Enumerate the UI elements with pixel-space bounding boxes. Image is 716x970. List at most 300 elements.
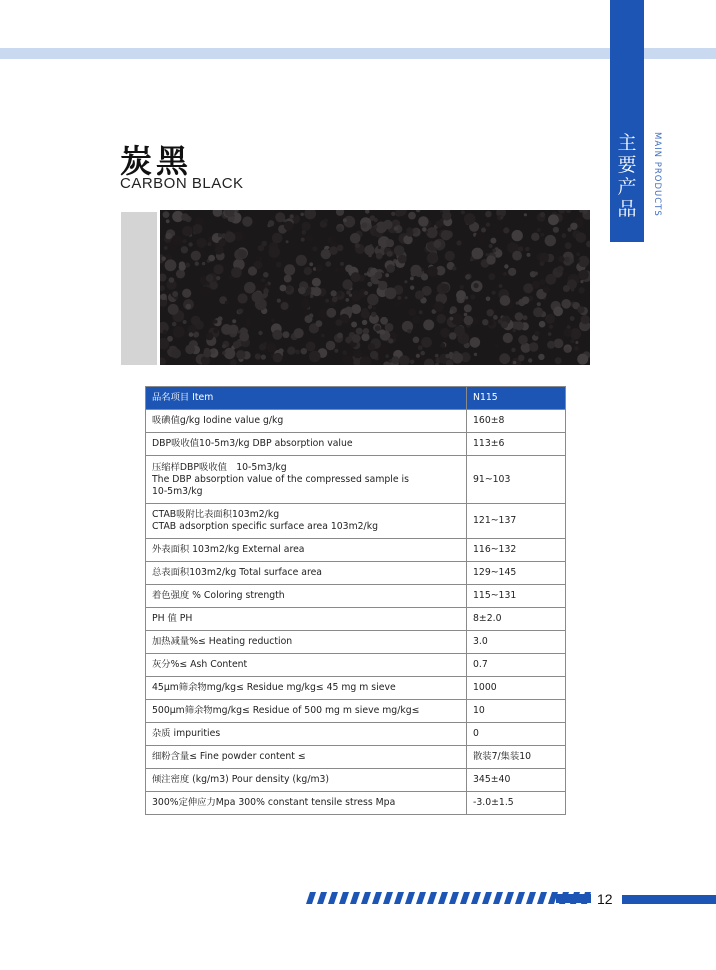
granule [287, 347, 295, 355]
granule [386, 239, 394, 247]
granule [286, 286, 292, 292]
granule [534, 331, 540, 337]
granule [512, 251, 522, 261]
granule [570, 316, 575, 321]
cell-item-line: 45μm筛余物mg/kg≤ Residue mg/kg≤ 45 mg m sieve [152, 682, 396, 693]
footer-stripe [526, 892, 536, 904]
granule [173, 326, 185, 338]
cell-value: 1000 [467, 677, 566, 700]
granule [361, 333, 369, 341]
granule [410, 277, 414, 281]
granule [433, 240, 441, 248]
cell-item [146, 631, 467, 654]
granule [169, 277, 175, 283]
granule [554, 339, 564, 349]
granule [225, 301, 229, 305]
granule [391, 212, 395, 216]
granule [504, 264, 508, 268]
granule [331, 237, 335, 241]
granule [489, 244, 493, 248]
granule [350, 233, 361, 244]
granule [279, 348, 284, 353]
granule [258, 257, 262, 261]
cell-item [146, 700, 467, 723]
granule [470, 337, 481, 348]
granule [394, 245, 405, 256]
granule [566, 210, 572, 213]
granule [193, 224, 203, 234]
granule [284, 264, 295, 275]
granule [252, 292, 263, 303]
granule [182, 289, 191, 298]
carbon-black-granules-image [160, 210, 590, 365]
granule [547, 341, 555, 349]
granule [267, 343, 277, 353]
granule [395, 302, 401, 308]
cell-item-line: 总表面积103m2/kg Total surface area [152, 567, 322, 578]
granule [482, 319, 488, 325]
granule [518, 246, 523, 251]
granule [242, 216, 252, 226]
footer-stripe [427, 892, 437, 904]
granule [442, 211, 451, 220]
granule [405, 296, 408, 299]
granule [301, 348, 307, 354]
side-tab-char: 品 [617, 198, 637, 220]
granule [406, 227, 412, 233]
footer-stripe [394, 892, 404, 904]
granule [160, 357, 166, 365]
footer-stripe [471, 892, 481, 904]
cell-item-line: 10-5m3/kg [152, 485, 203, 497]
cell-value: 121~137 [467, 504, 566, 539]
granule [306, 342, 316, 352]
granule [578, 256, 589, 267]
granule [416, 210, 421, 212]
granule [440, 343, 445, 348]
granule [500, 216, 503, 219]
granule [261, 355, 266, 360]
granule [403, 235, 412, 244]
granule [361, 310, 370, 319]
granule [168, 304, 179, 315]
granule [449, 310, 453, 314]
granule [422, 227, 427, 232]
footer-stripe-bar [556, 894, 591, 903]
cell-item-line: The DBP absorption value of the compressed sample is [152, 473, 409, 485]
granule [511, 348, 515, 352]
granule [486, 255, 495, 264]
granule [304, 267, 312, 275]
table-row [146, 700, 566, 723]
granule [385, 287, 397, 299]
granule [187, 325, 196, 334]
cell-value: 0 [467, 723, 566, 746]
granule [172, 235, 182, 245]
cell-value: 10 [467, 700, 566, 723]
cell-item [146, 792, 467, 815]
granule [296, 255, 307, 266]
cell-value: 91~103 [467, 456, 566, 504]
granule [481, 228, 486, 233]
granule [487, 309, 494, 316]
granule [213, 210, 223, 217]
granule [525, 247, 529, 251]
granule [261, 241, 267, 247]
granule [464, 304, 472, 312]
granule [362, 320, 367, 325]
granule [485, 211, 492, 218]
footer-stripe [438, 892, 448, 904]
granule [163, 330, 168, 335]
granule [441, 230, 451, 240]
granule [368, 305, 372, 309]
granule [370, 351, 378, 359]
granule [495, 344, 499, 348]
granule [498, 229, 502, 233]
footer-stripe [405, 892, 415, 904]
granule [456, 240, 461, 245]
granule [534, 272, 538, 276]
granule [529, 342, 538, 351]
granule [528, 333, 532, 337]
granule [346, 290, 351, 295]
cell-value: 8±2.0 [467, 608, 566, 631]
header-grade: N115 [467, 387, 566, 410]
granule [300, 213, 304, 217]
granule [336, 210, 344, 216]
granule [441, 284, 450, 293]
granule [415, 290, 424, 299]
table-header-row [146, 387, 566, 410]
granule [539, 253, 549, 263]
footer-stripe [493, 892, 503, 904]
table-row [146, 585, 566, 608]
granule [255, 353, 261, 359]
granule [397, 296, 401, 300]
granule [561, 299, 571, 309]
granule [387, 251, 393, 257]
granule [238, 309, 243, 314]
granule [160, 274, 167, 282]
granule [503, 272, 507, 276]
granule [176, 269, 185, 278]
granule [312, 246, 317, 251]
granule [540, 233, 544, 237]
granule [540, 212, 545, 217]
granule [309, 351, 321, 363]
granule [464, 316, 474, 326]
header-item: 品名项目 Item [146, 387, 467, 410]
granule [576, 252, 580, 256]
table-row [146, 746, 566, 769]
footer-stripe [328, 892, 338, 904]
granule [385, 273, 389, 277]
granule [524, 213, 527, 216]
granule [172, 322, 177, 327]
table-row [146, 654, 566, 677]
cell-item-line: 细粉含量≤ Fine powder content ≤ [152, 751, 306, 762]
granule [246, 320, 252, 326]
table-row [146, 631, 566, 654]
granule [410, 286, 414, 290]
granule [533, 307, 543, 317]
table-row [146, 769, 566, 792]
granule [586, 241, 590, 248]
granule [375, 272, 382, 279]
granule [513, 329, 516, 332]
granule [548, 332, 552, 336]
cell-value: 113±6 [467, 433, 566, 456]
footer-stripes [306, 892, 591, 904]
granule [418, 216, 428, 226]
granule [574, 346, 579, 351]
granule [182, 239, 186, 243]
cell-item-line: DBP吸收值10-5m3/kg DBP absorption value [152, 438, 353, 449]
granule [232, 319, 236, 323]
granule [485, 253, 488, 256]
granule [522, 296, 530, 304]
granule [500, 295, 511, 306]
granule [570, 339, 574, 343]
side-tab-cn [612, 132, 642, 220]
granule [230, 359, 237, 365]
granule [563, 285, 570, 292]
granule [276, 262, 282, 268]
granule [460, 285, 464, 289]
granule [445, 251, 455, 261]
granule [324, 219, 328, 223]
granule [565, 242, 572, 249]
granule [215, 245, 224, 254]
footer-bar [622, 895, 716, 904]
granule [185, 344, 195, 354]
granule [420, 351, 425, 356]
granule [376, 253, 383, 260]
granule [272, 330, 282, 340]
table-row [146, 539, 566, 562]
granule [291, 281, 296, 286]
footer-stripe [317, 892, 327, 904]
granule [416, 354, 420, 358]
granule [364, 245, 374, 255]
cell-item-line: 倾注密度 (kg/m3) Pour density (kg/m3) [152, 774, 330, 785]
granule [513, 361, 516, 364]
footer-stripe [460, 892, 470, 904]
carbon-black-photo [160, 210, 590, 365]
granule [368, 343, 376, 351]
granule [486, 297, 491, 302]
granule [271, 318, 275, 322]
granule [283, 219, 286, 222]
granule [557, 266, 564, 273]
granule [539, 321, 546, 328]
granule [233, 341, 240, 348]
granule [337, 333, 343, 339]
cell-value: 345±40 [467, 769, 566, 792]
cell-item-line: CTAB adsorption specific surface area 103m2/kg [152, 521, 378, 532]
cell-value: 116~132 [467, 539, 566, 562]
granule [263, 342, 267, 346]
granule [421, 337, 432, 348]
granule [325, 299, 329, 303]
granule [351, 272, 361, 282]
granule [374, 225, 378, 229]
granule [172, 291, 178, 297]
granule [423, 319, 434, 330]
granule [378, 281, 387, 290]
footer-stripe [372, 892, 382, 904]
cell-item-line: 加热减量%≤ Heating reduction [152, 636, 293, 647]
granule [409, 309, 416, 316]
top-stripe [0, 48, 716, 59]
granule [351, 322, 357, 328]
granule [294, 328, 304, 338]
cell-item-line: 灰分%≤ Ash Content [152, 659, 248, 670]
granule [445, 354, 449, 358]
table-row [146, 677, 566, 700]
granule [410, 265, 421, 276]
granule [286, 240, 289, 243]
footer-stripe [383, 892, 393, 904]
granule [549, 325, 553, 329]
cell-item [146, 608, 467, 631]
granule [492, 249, 496, 253]
granule [498, 319, 503, 324]
granule [225, 232, 236, 243]
granule [503, 333, 513, 343]
granule [302, 230, 307, 235]
granule [213, 264, 223, 274]
granule [419, 310, 423, 314]
cell-item [146, 677, 467, 700]
granule [407, 329, 411, 333]
granule [375, 325, 381, 331]
granule [492, 291, 496, 295]
cell-value: 0.7 [467, 654, 566, 677]
granule [345, 307, 353, 315]
granule [238, 249, 247, 258]
granule [465, 296, 469, 300]
granule [527, 253, 531, 257]
table-row [146, 792, 566, 815]
granule [436, 220, 443, 227]
granule [285, 363, 288, 365]
granule [302, 222, 311, 231]
granule [164, 246, 168, 250]
granule [312, 278, 321, 287]
granule [512, 230, 523, 241]
granule [537, 228, 541, 232]
granule [385, 354, 389, 358]
granule [475, 232, 484, 241]
granule [351, 304, 361, 314]
granule [508, 268, 516, 276]
cell-value: 散装7/集装10 [467, 746, 566, 769]
granule [254, 261, 263, 270]
granule [553, 306, 563, 316]
granule [334, 268, 339, 273]
granule [367, 294, 379, 306]
granule [413, 337, 420, 344]
granule [465, 274, 470, 279]
granule [179, 261, 185, 267]
granule [206, 274, 214, 282]
granule [579, 270, 589, 280]
granule [452, 266, 456, 270]
granule [355, 243, 360, 248]
granule [545, 314, 555, 324]
granule [166, 219, 170, 223]
granule [326, 308, 336, 318]
granule [581, 315, 590, 324]
granule [197, 238, 207, 248]
cell-value: 3.0 [467, 631, 566, 654]
granule [523, 315, 528, 320]
cell-item [146, 456, 467, 504]
granule [490, 238, 496, 244]
granule [518, 355, 525, 362]
cell-item-line: PH 值 PH [152, 613, 193, 624]
granule [474, 353, 477, 356]
granule [363, 328, 369, 334]
granule [435, 354, 439, 358]
granule [361, 223, 367, 229]
granule [532, 281, 540, 289]
granule [493, 315, 498, 320]
granule [499, 284, 503, 288]
granule [207, 242, 211, 246]
granule [440, 328, 450, 338]
granule [577, 354, 588, 365]
footer-stripe [449, 892, 459, 904]
granule [183, 320, 187, 324]
granule [386, 264, 395, 273]
granule [337, 227, 342, 232]
granule [261, 278, 265, 282]
cell-value: 129~145 [467, 562, 566, 585]
footer-stripe [537, 892, 547, 904]
cell-item [146, 723, 467, 746]
cell-item [146, 769, 467, 792]
cell-value: -3.0±1.5 [467, 792, 566, 815]
granule [576, 232, 587, 243]
footer-stripe [504, 892, 514, 904]
granule [575, 341, 578, 344]
granule [236, 350, 245, 359]
granule [304, 210, 316, 219]
granule [238, 293, 248, 303]
granule [373, 307, 376, 310]
granule [244, 282, 256, 294]
page-title-en: CARBON BLACK [120, 175, 244, 192]
granule [553, 227, 559, 233]
granule [408, 212, 416, 220]
granule [213, 319, 217, 323]
granule [538, 354, 544, 360]
granule [331, 290, 337, 296]
granule [421, 273, 428, 280]
granule [426, 227, 437, 238]
cell-item [146, 562, 467, 585]
granule [206, 332, 214, 340]
granule [456, 290, 466, 300]
granule [218, 239, 225, 246]
granule [185, 263, 190, 268]
granule [427, 266, 438, 277]
footer-stripe [482, 892, 492, 904]
granule [449, 332, 457, 340]
